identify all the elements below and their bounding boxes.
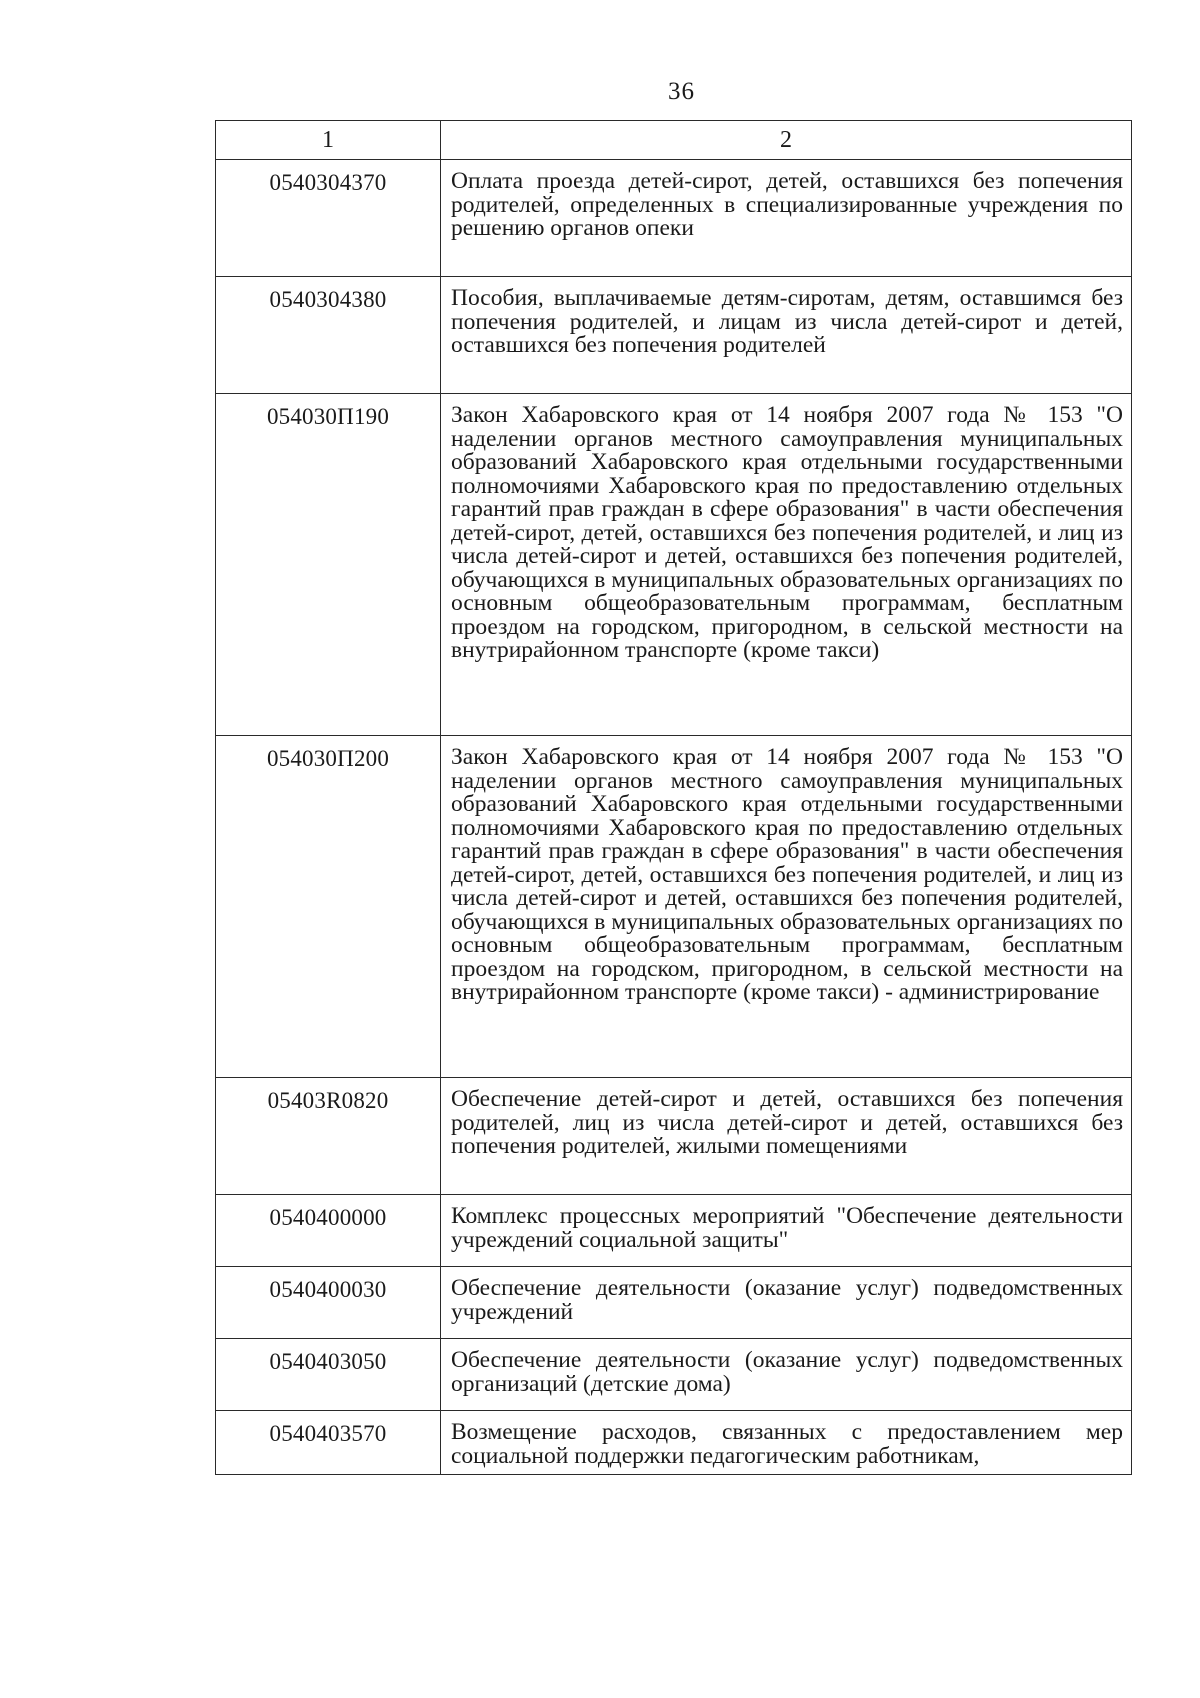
table-row — [216, 736, 1132, 1078]
row-description-cell — [441, 277, 1132, 394]
table-row — [216, 277, 1132, 394]
row-description: Обеспечение детей-сирот и детей, оставшихся без попечения родителей, лиц из числа детей-сирот и детей, оставшихся без попечения родителей, жилыми помещениями — [451, 1086, 1123, 1159]
row-code: 0540304380 — [216, 277, 441, 394]
column-header-code: 1 — [216, 121, 441, 160]
page-number: 36 — [668, 78, 695, 105]
row-description-cell — [441, 1411, 1132, 1475]
row-code: 054030П190 — [216, 394, 441, 736]
table-row — [216, 394, 1132, 736]
row-code: 05403R0820 — [216, 1078, 441, 1195]
table-row — [216, 1078, 1132, 1195]
row-description: Пособия, выплачиваемые детям-сиротам, детям, оставшимся без попечения родителей, и лицам из числа детей-сирот и детей, оставшихся без попечения родителей — [451, 285, 1123, 358]
table-header — [216, 121, 1132, 160]
row-description-cell — [441, 160, 1132, 277]
table-row — [216, 1195, 1132, 1267]
table-row — [216, 1411, 1132, 1475]
row-description-cell — [441, 1195, 1132, 1267]
row-code: 054030П200 — [216, 736, 441, 1078]
table-body — [216, 160, 1132, 1475]
table-row — [216, 1267, 1132, 1339]
row-description: Закон Хабаровского края от 14 ноября 2007 года № 153 "О наделении органов местного самоуправления муниципальных образований Хабаровского края отдельными государственными полномочиями Хабаровского края по предоставлению отдельных гарантий прав граждан в сфере образования" в части обеспечения детей-сирот, детей, оставшихся без попечения родителей, и лиц из числа детей-сирот и детей, оставшихся без попечения родителей, обучающихся в муниципальных образовательных организациях по основным общеобразовательным программам, бесплатным проездом на городском, пригородном, в сельской местности на внутрирайонном транспорте (кроме такси) — [451, 402, 1123, 663]
row-code: 0540304370 — [216, 160, 441, 277]
row-description-cell — [441, 736, 1132, 1078]
row-description: Закон Хабаровского края от 14 ноября 2007 года № 153 "О наделении органов местного самоуправления муниципальных образований Хабаровского края отдельными государственными полномочиями Хабаровского края по предоставлению отдельных гарантий прав граждан в сфере образования" в части обеспечения детей-сирот, детей, оставшихся без попечения родителей, и лиц из числа детей-сирот и детей, оставшихся без попечения родителей, обучающихся в муниципальных образовательных организациях по основным общеобразовательным программам, бесплатным проездом на городском, пригородном, в сельской местности на внутрирайонном транспорте (кроме такси) - администрирование — [451, 744, 1123, 1005]
row-description-cell — [441, 1078, 1132, 1195]
row-description-cell — [441, 394, 1132, 736]
column-header-description: 2 — [441, 121, 1132, 160]
row-description-cell — [441, 1339, 1132, 1411]
row-description: Комплекс процессных мероприятий "Обеспечение деятельности учреждений социальной защиты" — [451, 1203, 1123, 1253]
row-description: Обеспечение деятельности (оказание услуг) подведомственных организаций (детские дома) — [451, 1347, 1123, 1397]
budget-classification-table — [215, 120, 1132, 1475]
row-description: Возмещение расходов, связанных с предоставлением мер социальной поддержки педагогическим работникам, — [451, 1419, 1123, 1469]
row-code: 0540400000 — [216, 1195, 441, 1267]
row-description: Оплата проезда детей-сирот, детей, оставшихся без попечения родителей, определенных в специализированные учреждения по решению органов опеки — [451, 168, 1123, 241]
table-row — [216, 160, 1132, 277]
row-code: 0540400030 — [216, 1267, 441, 1339]
table-header-row — [216, 121, 1132, 160]
table-row — [216, 1339, 1132, 1411]
row-description-cell — [441, 1267, 1132, 1339]
row-code: 0540403570 — [216, 1411, 441, 1475]
row-code: 0540403050 — [216, 1339, 441, 1411]
row-description: Обеспечение деятельности (оказание услуг) подведомственных учреждений — [451, 1275, 1123, 1325]
